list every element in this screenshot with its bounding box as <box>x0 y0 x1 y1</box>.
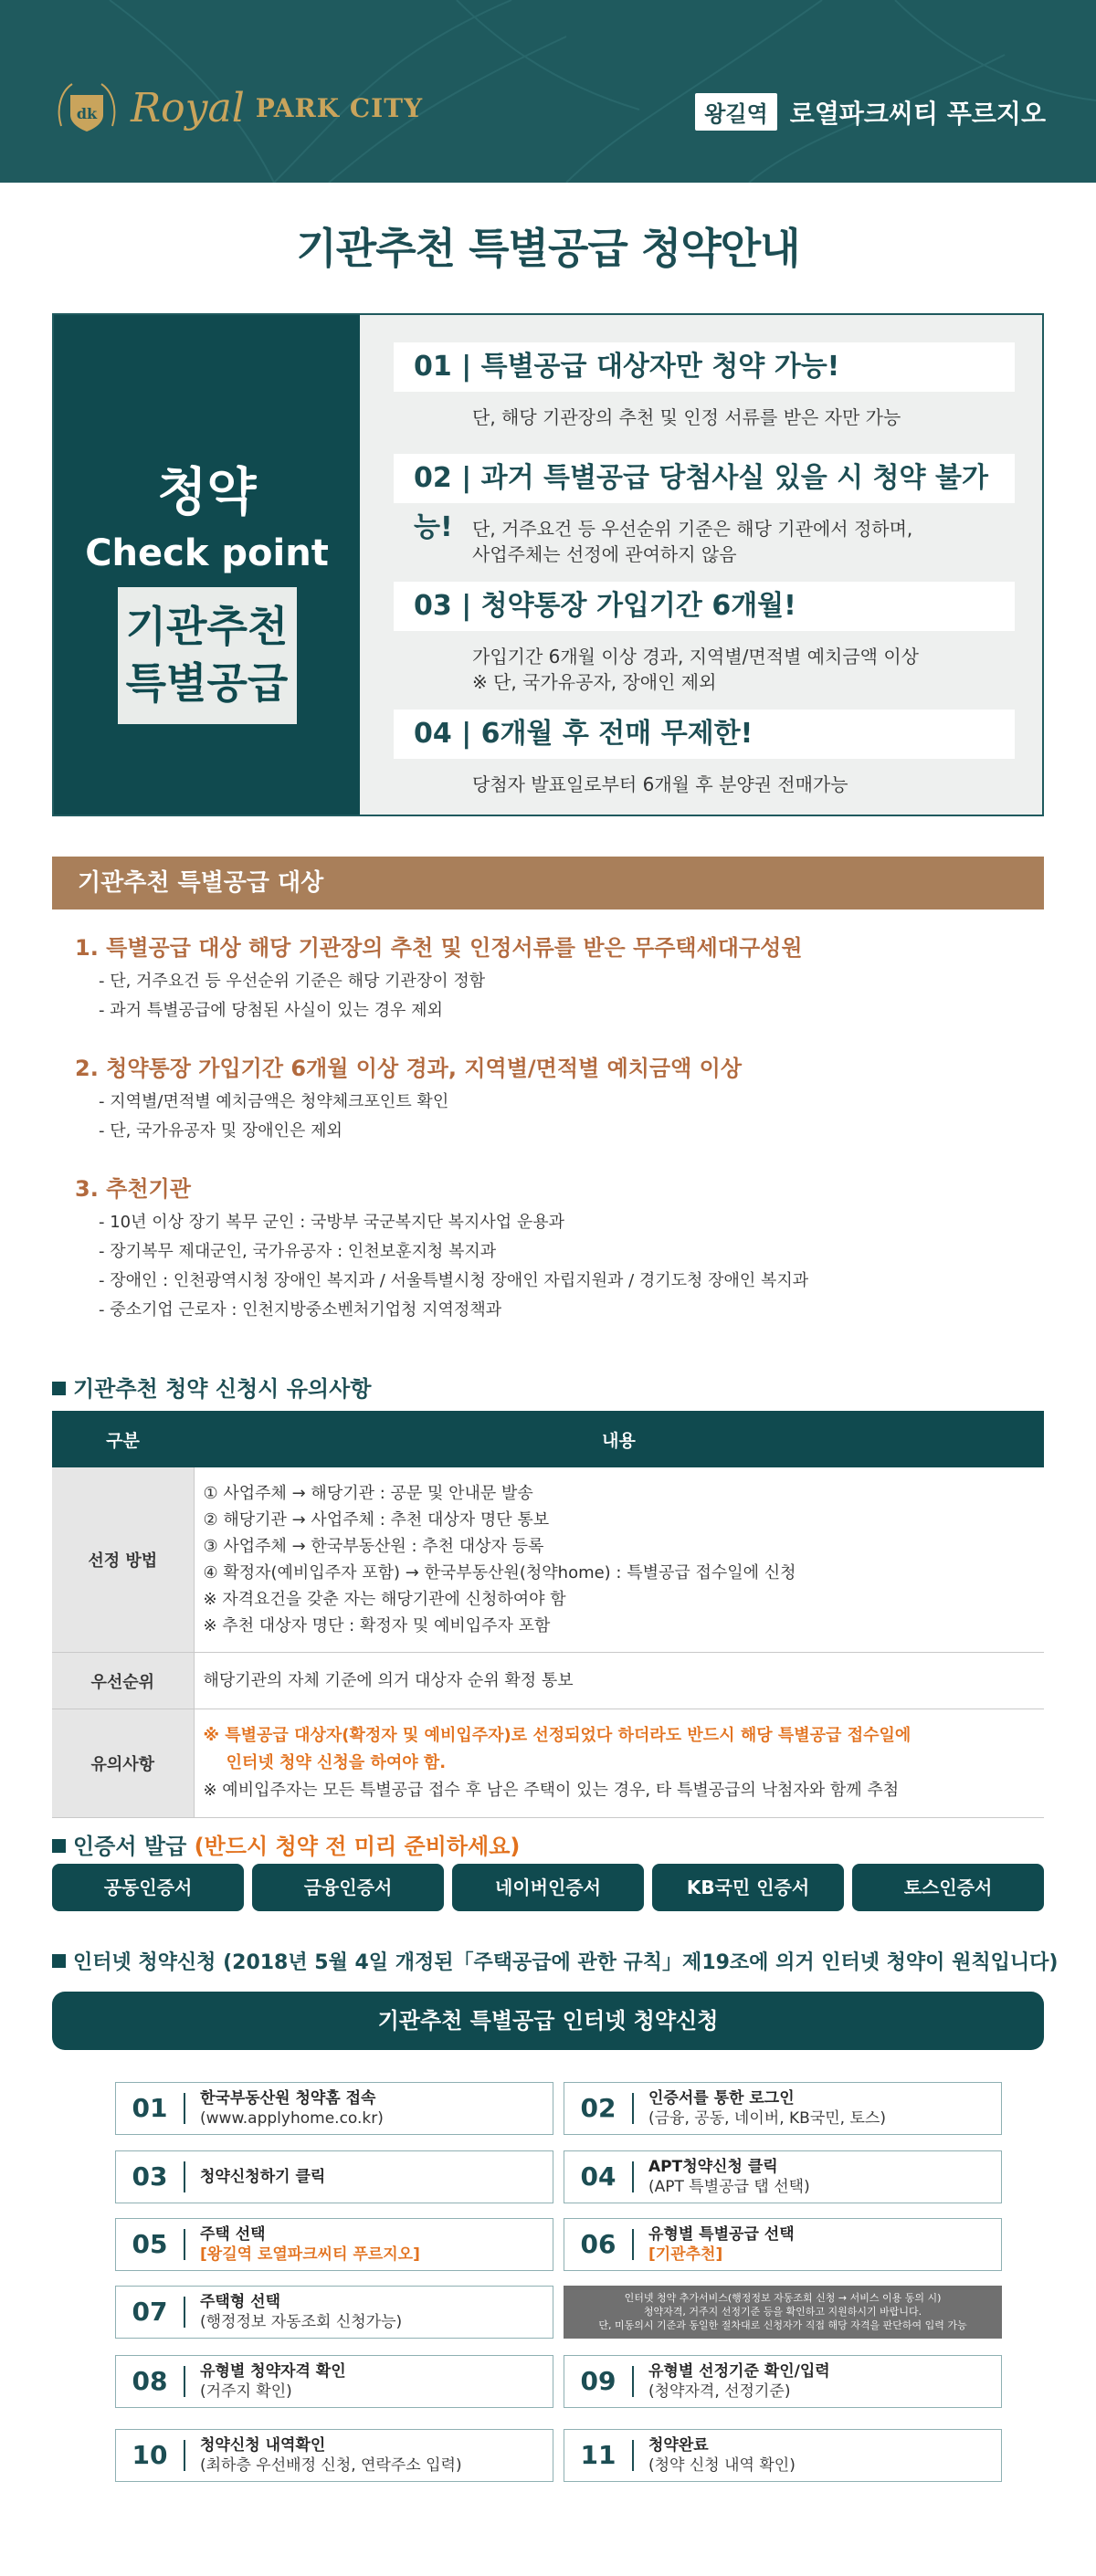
checkpoint-item-heading: 01 | 특별공급 대상자만 청약 가능! <box>394 342 1015 392</box>
cert-heading <box>52 1828 520 1860</box>
step-number: 01 <box>116 2093 185 2124</box>
step-title: 청약신청하기 클릭 <box>200 2168 326 2186</box>
step-01 <box>115 2082 553 2135</box>
step-highlight: [왕길역 로열파크씨티 푸르지오] <box>200 2245 420 2264</box>
target-group-title: 3. 추천기관 <box>75 1176 191 1202</box>
step-07 <box>115 2286 553 2339</box>
note-line: 청약자격, 거주지 선정기준 등을 확인하고 지원하시기 바랍니다. <box>643 2306 922 2318</box>
step-number: 04 <box>564 2161 634 2192</box>
notice-heading-text: 기관추천 청약 신청시 유의사항 <box>73 1376 372 1402</box>
step-title: 주택형 선택 <box>200 2293 281 2311</box>
step-number: 02 <box>564 2093 634 2124</box>
cert-heading-text: 인증서 발급 <box>73 1834 187 1859</box>
step-number: 09 <box>564 2366 634 2397</box>
desc-line: 사업주체는 선정에 관여하지 않음 <box>472 543 737 565</box>
cert-button-kb[interactable]: KB국민 인증서 <box>652 1864 844 1911</box>
step-number: 11 <box>564 2440 634 2471</box>
desc-line: 당첨자 발표일로부터 6개월 후 분양권 전매가능 <box>472 773 848 795</box>
table-row <box>52 1709 1044 1818</box>
checkpoint-label-cheongyak: 청약 <box>157 463 257 522</box>
target-line: - 장애인 : 인천광역시청 장애인 복지과 / 서울특별시청 장애인 자립지원과 / 경기도청 장애인 복지과 <box>99 1271 809 1290</box>
checkpoint-item-desc <box>394 644 1015 695</box>
row-content <box>194 1709 1044 1818</box>
content-line: ① 사업주체 → 해당기관 : 공문 및 안내문 발송 <box>203 1484 533 1503</box>
target-group <box>75 1050 1025 1146</box>
step-number: 03 <box>116 2161 185 2192</box>
checkpoint-item-desc <box>394 405 1015 430</box>
target-group-title: 2. 청약통장 가입기간 6개월 이상 경과, 지역별/면적별 예치금액 이상 <box>75 1056 743 1081</box>
project-label <box>695 93 1046 131</box>
step-04 <box>564 2150 1002 2203</box>
checkpoint-item-heading: 02 | 과거 특별공급 당첨사실 있을 시 청약 불가능! <box>394 454 1015 503</box>
step-text <box>634 2435 796 2476</box>
row-content <box>194 1653 1044 1709</box>
step-number: 10 <box>116 2440 185 2471</box>
step-title: 유형별 특별공급 선택 <box>648 2225 795 2244</box>
square-bullet-icon <box>52 1839 66 1853</box>
content-line: ※ 예비입주자는 모든 특별공급 접수 후 남은 주택이 있는 경우, 타 특별공급의 낙첨자와 함께 추첨 <box>203 1781 900 1800</box>
header-banner <box>0 0 1096 183</box>
desc-line: 단, 거주요건 등 우선순위 기준은 해당 기관에서 정하며, <box>472 518 913 540</box>
checkpoint-item <box>394 582 1015 695</box>
step-subtitle: (금융, 공동, 네이버, KB국민, 토스) <box>648 2109 886 2128</box>
table-header-row <box>52 1411 1044 1467</box>
square-bullet-icon <box>52 1954 66 1968</box>
notice-table <box>52 1411 1044 1818</box>
step-10 <box>115 2429 553 2482</box>
step-title: 한국부동산원 청약홈 접속 <box>200 2089 376 2108</box>
step-title: 주택 선택 <box>200 2225 266 2244</box>
royal-park-city-logo <box>50 71 423 144</box>
target-group-title: 1. 특별공급 대상 해당 기관장의 추천 및 인정서류를 받은 무주택세대구성원 <box>75 935 803 961</box>
logo-crest-icon <box>50 71 123 144</box>
note-line: 단, 미동의시 기준과 동일한 절차대로 신청자가 직접 해당 자격을 판단하여 입력 가능 <box>598 2319 967 2331</box>
cert-button-financial[interactable]: 금융인증서 <box>252 1864 444 1911</box>
desc-line: 가입기간 6개월 이상 경과, 지역별/면적별 예치금액 이상 <box>472 646 920 668</box>
row-label: 유의사항 <box>52 1709 194 1818</box>
step-number: 08 <box>116 2366 185 2397</box>
station-badge: 왕길역 <box>695 93 777 131</box>
notice-heading <box>52 1371 371 1403</box>
checkpoint-item-heading: 03 | 청약통장 가입기간 6개월! <box>394 582 1015 631</box>
step-text <box>185 2292 402 2332</box>
content-line: ④ 확정자(예비입주자 포함) → 한국부동산원(청약home) : 특별공급 접수일에 신청 <box>203 1563 796 1582</box>
column-header: 구분 <box>52 1411 194 1467</box>
step-subtitle: (청약 신청 내역 확인) <box>648 2456 796 2475</box>
cert-button-row <box>52 1864 1044 1911</box>
target-line: - 단, 거주요건 등 우선순위 기준은 해당 기관장이 정함 <box>99 972 486 991</box>
step-subtitle: (www.applyhome.co.kr) <box>200 2109 384 2128</box>
step-number: 06 <box>564 2229 634 2260</box>
target-line: - 과거 특별공급에 당첨된 사실이 있는 경우 제외 <box>99 1001 443 1020</box>
checkpoint-type-line1: 기관추천 <box>125 602 289 651</box>
step-subtitle: (최하층 우선배정 신청, 연락주소 입력) <box>200 2456 462 2475</box>
target-line: - 중소기업 근로자 : 인천지방중소벤처기업청 지역정책과 <box>99 1300 502 1320</box>
online-heading <box>52 1947 1058 1975</box>
desc-line: ※ 단, 국가유공자, 장애인 제외 <box>472 671 717 693</box>
row-label: 우선순위 <box>52 1653 194 1709</box>
target-line: - 장기복무 제대군인, 국가유공자 : 인천보훈지청 복지과 <box>99 1242 497 1261</box>
step-title: 유형별 청약자격 확인 <box>200 2362 346 2381</box>
step-title: 청약완료 <box>648 2436 709 2455</box>
checkpoint-item-desc <box>394 772 1015 797</box>
step-subtitle: (APT 특별공급 탭 선택) <box>648 2178 810 2196</box>
square-bullet-icon <box>52 1382 66 1395</box>
step-highlight: [기관추천] <box>648 2245 723 2264</box>
online-apply-bar: 기관추천 특별공급 인터넷 청약신청 <box>52 1992 1044 2050</box>
target-group <box>75 930 1025 1025</box>
step-text <box>634 2361 830 2402</box>
cert-heading-note: (반드시 청약 전 미리 준비하세요) <box>194 1834 521 1859</box>
content-line: ※ 자격요건을 갖춘 자는 해당기관에 신청하여야 함 <box>203 1590 566 1609</box>
cert-button-naver[interactable]: 네이버인증서 <box>452 1864 644 1911</box>
content-line: ③ 사업주체 → 한국부동산원 : 추천 대상자 등록 <box>203 1537 544 1556</box>
online-service-note <box>564 2286 1002 2339</box>
note-line: 인터넷 청약 추가서비스(행정정보 자동조회 신청 → 서비스 이용 동의 시) <box>624 2292 942 2304</box>
target-line: - 지역별/면적별 예치금액은 청약체크포인트 확인 <box>99 1092 449 1111</box>
content-line: ※ 추천 대상자 명단 : 확정자 및 예비입주자 포함 <box>203 1616 551 1635</box>
checkpoint-item <box>394 342 1015 430</box>
step-title: 유형별 선정기준 확인/입력 <box>648 2362 830 2381</box>
step-subtitle: (청약자격, 선정기준) <box>648 2382 791 2401</box>
highlight-line: 인터넷 청약 신청을 하여야 함. <box>203 1753 447 1772</box>
desc-line: 단, 해당 기관장의 추천 및 인정 서류를 받은 자만 가능 <box>472 406 901 428</box>
checkpoint-box <box>52 313 1044 816</box>
logo-royal-text: Royal <box>131 84 245 131</box>
step-text <box>185 2435 462 2476</box>
step-text <box>634 2088 886 2129</box>
checkpoint-item-heading: 04 | 6개월 후 전매 무제한! <box>394 710 1015 759</box>
step-text <box>634 2224 795 2265</box>
row-label: 선정 방법 <box>52 1467 194 1653</box>
column-header: 내용 <box>194 1411 1044 1467</box>
checkpoint-type-label <box>118 587 297 724</box>
step-subtitle: (거주지 확인) <box>200 2382 292 2401</box>
content-line: 해당기관의 자체 기준에 의거 대상자 순위 확정 통보 <box>203 1670 574 1690</box>
step-03 <box>115 2150 553 2203</box>
step-02 <box>564 2082 1002 2135</box>
step-09 <box>564 2355 1002 2408</box>
step-title: 청약신청 내역확인 <box>200 2436 326 2455</box>
step-05 <box>115 2218 553 2271</box>
checkpoint-item <box>394 454 1015 567</box>
step-title: 인증서를 통한 로그인 <box>648 2089 795 2108</box>
row-content <box>194 1467 1044 1653</box>
page-title: 기관추천 특별공급 청약안내 <box>296 224 800 273</box>
checkpoint-label-check-point: Check point <box>85 532 329 574</box>
step-number: 07 <box>116 2297 185 2328</box>
highlight-line: ※ 특별공급 대상자(확정자 및 예비입주자)로 선정되었다 하더라도 반드시 해당 특별공급 접수일에 <box>203 1726 912 1745</box>
checkpoint-item-desc <box>394 516 1015 567</box>
step-subtitle: (행정정보 자동조회 신청가능) <box>200 2313 403 2331</box>
logo-park-city-text: PARK CITY <box>255 92 424 123</box>
step-text <box>185 2167 325 2187</box>
step-08 <box>115 2355 553 2408</box>
step-number: 05 <box>116 2229 185 2260</box>
content-line: ② 해당기관 → 사업주체 : 추천 대상자 명단 통보 <box>203 1510 550 1530</box>
checkpoint-type-line2: 특별공급 <box>125 658 289 708</box>
step-06 <box>564 2218 1002 2271</box>
checkpoint-item <box>394 710 1015 797</box>
online-heading-text: 인터넷 청약신청 (2018년 5월 4일 개정된「주택공급에 관한 규칙」제19조에 의거 인터넷 청약이 원칙입니다) <box>73 1951 1059 1974</box>
target-line: - 단, 국가유공자 및 장애인은 제외 <box>99 1121 342 1141</box>
table-row <box>52 1653 1044 1709</box>
step-text <box>185 2224 420 2265</box>
step-title: APT청약신청 클릭 <box>648 2158 778 2176</box>
checkpoint-left-panel <box>54 315 360 815</box>
step-11 <box>564 2429 1002 2482</box>
step-text <box>185 2361 346 2402</box>
cert-button-joint[interactable]: 공동인증서 <box>52 1864 244 1911</box>
table-row <box>52 1467 1044 1653</box>
target-line: - 10년 이상 장기 복무 군인 : 국방부 국군복지단 복지사업 운용과 <box>99 1213 564 1232</box>
target-section-heading: 기관추천 특별공급 대상 <box>52 857 1044 909</box>
step-text <box>634 2157 810 2197</box>
step-text <box>185 2088 384 2129</box>
cert-button-toss[interactable]: 토스인증서 <box>852 1864 1044 1911</box>
target-group <box>75 1171 1025 1325</box>
project-name: 로열파크씨티 푸르지오 <box>789 98 1046 129</box>
svg-text:dk: dk <box>76 105 98 122</box>
